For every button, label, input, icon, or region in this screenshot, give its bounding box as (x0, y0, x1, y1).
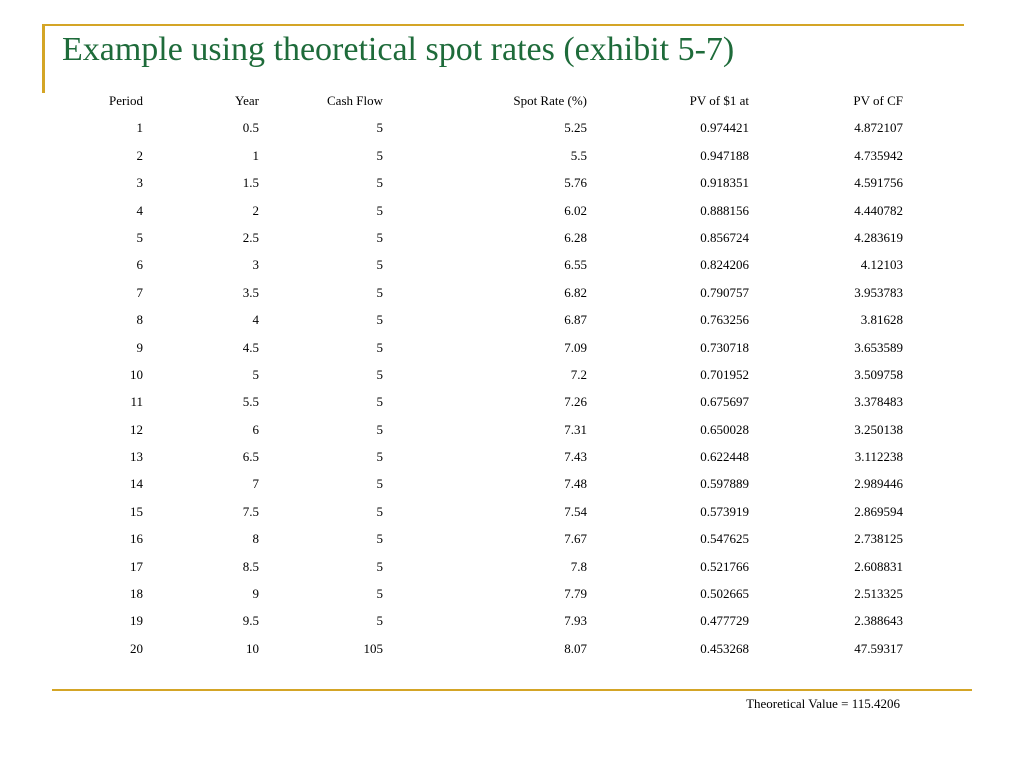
cell-year: 7 (252, 476, 259, 492)
cell-spot-rate: 7.26 (564, 394, 587, 410)
cell-cash-flow: 5 (376, 202, 383, 218)
cell-pv-of-1: 0.477729 (700, 613, 749, 629)
cell-cash-flow: 5 (376, 531, 383, 547)
cell-pv-of-cf: 2.869594 (854, 503, 903, 519)
cell-cash-flow: 5 (376, 366, 383, 382)
cell-pv-of-cf: 3.250138 (854, 421, 903, 437)
table-row (0, 227, 1024, 254)
cell-pv-of-cf: 4.440782 (854, 202, 903, 218)
cell-spot-rate: 7.09 (564, 339, 587, 355)
cell-year: 2.5 (242, 229, 259, 245)
cell-pv-of-cf: 3.953783 (854, 284, 903, 300)
cell-period: 2 (136, 147, 143, 163)
cell-pv-of-cf: 47.59317 (854, 640, 903, 656)
cell-spot-rate: 6.87 (564, 312, 587, 328)
cell-spot-rate: 5.5 (570, 147, 587, 163)
cell-year: 8.5 (242, 558, 259, 574)
header-period: Period (109, 93, 143, 108)
cell-cash-flow: 5 (376, 394, 383, 410)
cell-cash-flow: 5 (376, 257, 383, 273)
cell-cash-flow: 5 (376, 449, 383, 465)
cell-year: 9 (252, 586, 259, 602)
cell-period: 5 (136, 229, 143, 245)
cell-pv-of-1: 0.573919 (700, 503, 749, 519)
table-row (0, 172, 1024, 199)
cell-period: 9 (136, 339, 143, 355)
cell-cash-flow: 105 (363, 640, 383, 656)
cell-spot-rate: 6.82 (564, 284, 587, 300)
cell-period: 14 (130, 476, 143, 492)
cell-year: 3 (252, 257, 259, 273)
theoretical-value: Theoretical Value = 115.4206 (746, 696, 900, 711)
cell-period: 4 (136, 202, 143, 218)
table-row (0, 419, 1024, 446)
cell-cash-flow: 5 (376, 339, 383, 355)
cell-pv-of-cf: 2.608831 (854, 558, 903, 574)
cell-pv-of-1: 0.453268 (700, 640, 749, 656)
cell-period: 8 (136, 312, 143, 328)
table-row (0, 117, 1024, 144)
cell-spot-rate: 7.2 (570, 366, 587, 382)
cell-cash-flow: 5 (376, 229, 383, 245)
slide-title: Example using theoretical spot rates (exhibit 5-7) (62, 31, 735, 68)
table-row (0, 254, 1024, 281)
table-row (0, 337, 1024, 364)
cell-pv-of-cf: 4.591756 (854, 175, 903, 191)
cell-year: 1 (252, 147, 259, 163)
table-row (0, 282, 1024, 309)
cell-year: 7.5 (242, 503, 259, 519)
cell-period: 16 (130, 531, 143, 547)
cell-pv-of-cf: 2.513325 (854, 586, 903, 602)
cell-pv-of-cf: 2.989446 (854, 476, 903, 492)
cell-cash-flow: 5 (376, 312, 383, 328)
cell-pv-of-1: 0.730718 (700, 339, 749, 355)
cell-cash-flow: 5 (376, 476, 383, 492)
cell-year: 5.5 (242, 394, 259, 410)
cell-pv-of-1: 0.547625 (700, 531, 749, 547)
cell-pv-of-cf: 3.81628 (860, 312, 903, 328)
cell-spot-rate: 6.28 (564, 229, 587, 245)
cell-period: 7 (136, 284, 143, 300)
table-row (0, 610, 1024, 637)
cell-year: 4.5 (242, 339, 259, 355)
cell-pv-of-cf: 4.735942 (854, 147, 903, 163)
cell-pv-of-cf: 2.738125 (854, 531, 903, 547)
cell-cash-flow: 5 (376, 586, 383, 602)
table-row (0, 638, 1024, 665)
cell-year: 5 (252, 366, 259, 382)
header-pv-of-1: PV of $1 at (689, 93, 749, 108)
cell-pv-of-cf: 4.12103 (860, 257, 903, 273)
header-spot-rate: Spot Rate (%) (513, 93, 587, 108)
table-row (0, 583, 1024, 610)
table-row (0, 364, 1024, 391)
cell-spot-rate: 5.25 (564, 120, 587, 136)
cell-pv-of-cf: 4.283619 (854, 229, 903, 245)
cell-spot-rate: 8.07 (564, 640, 587, 656)
cell-year: 10 (246, 640, 259, 656)
header-cash-flow: Cash Flow (327, 93, 383, 108)
cell-pv-of-cf: 4.872107 (854, 120, 903, 136)
cell-year: 0.5 (242, 120, 259, 136)
left-accent-bar (42, 25, 45, 93)
cell-year: 6 (252, 421, 259, 437)
table-header-row (0, 90, 1024, 117)
table-row (0, 309, 1024, 336)
cell-cash-flow: 5 (376, 147, 383, 163)
cell-spot-rate: 7.79 (564, 586, 587, 602)
cell-period: 10 (130, 366, 143, 382)
cell-spot-rate: 7.67 (564, 531, 587, 547)
cell-year: 1.5 (242, 175, 259, 191)
cell-pv-of-1: 0.597889 (700, 476, 749, 492)
cell-spot-rate: 7.43 (564, 449, 587, 465)
cell-pv-of-1: 0.856724 (700, 229, 749, 245)
cell-pv-of-1: 0.701952 (700, 366, 749, 382)
cell-spot-rate: 6.02 (564, 202, 587, 218)
bottom-accent-line (52, 689, 972, 691)
header-year: Year (235, 93, 259, 108)
cell-period: 13 (130, 449, 143, 465)
cell-period: 11 (130, 394, 143, 410)
cell-pv-of-1: 0.824206 (700, 257, 749, 273)
cell-pv-of-cf: 3.378483 (854, 394, 903, 410)
cell-period: 17 (130, 558, 143, 574)
cell-cash-flow: 5 (376, 503, 383, 519)
cell-spot-rate: 5.76 (564, 175, 587, 191)
cell-spot-rate: 7.48 (564, 476, 587, 492)
cell-year: 3.5 (242, 284, 259, 300)
cell-pv-of-1: 0.502665 (700, 586, 749, 602)
header-pv-of-cf: PV of CF (853, 93, 903, 108)
cell-year: 8 (252, 531, 259, 547)
table-row (0, 473, 1024, 500)
table-row (0, 446, 1024, 473)
cell-period: 3 (136, 175, 143, 191)
table-row (0, 200, 1024, 227)
cell-pv-of-1: 0.763256 (700, 312, 749, 328)
table-row (0, 556, 1024, 583)
top-accent-line (42, 24, 964, 26)
cell-year: 9.5 (242, 613, 259, 629)
cell-pv-of-cf: 3.653589 (854, 339, 903, 355)
cell-period: 6 (136, 257, 143, 273)
table-row (0, 528, 1024, 555)
cell-period: 19 (130, 613, 143, 629)
cell-pv-of-1: 0.622448 (700, 449, 749, 465)
cell-cash-flow: 5 (376, 558, 383, 574)
cell-cash-flow: 5 (376, 284, 383, 300)
cell-cash-flow: 5 (376, 421, 383, 437)
table-body (0, 117, 1024, 665)
cell-year: 6.5 (242, 449, 259, 465)
cell-spot-rate: 7.31 (564, 421, 587, 437)
cell-pv-of-1: 0.650028 (700, 421, 749, 437)
cell-pv-of-cf: 3.509758 (854, 366, 903, 382)
cell-pv-of-1: 0.947188 (700, 147, 749, 163)
cell-pv-of-1: 0.790757 (700, 284, 749, 300)
cell-period: 15 (130, 503, 143, 519)
cell-cash-flow: 5 (376, 613, 383, 629)
cell-pv-of-1: 0.888156 (700, 202, 749, 218)
cell-period: 12 (130, 421, 143, 437)
cell-cash-flow: 5 (376, 120, 383, 136)
cell-cash-flow: 5 (376, 175, 383, 191)
cell-spot-rate: 7.54 (564, 503, 587, 519)
cell-pv-of-cf: 2.388643 (854, 613, 903, 629)
cell-pv-of-1: 0.521766 (700, 558, 749, 574)
cell-period: 1 (136, 120, 143, 136)
cell-pv-of-cf: 3.112238 (854, 449, 903, 465)
cell-period: 18 (130, 586, 143, 602)
table-row (0, 501, 1024, 528)
cell-pv-of-1: 0.974421 (700, 120, 749, 136)
cell-spot-rate: 6.55 (564, 257, 587, 273)
cell-pv-of-1: 0.675697 (700, 394, 749, 410)
cell-spot-rate: 7.8 (570, 558, 587, 574)
cell-year: 2 (252, 202, 259, 218)
cell-period: 20 (130, 640, 143, 656)
cell-pv-of-1: 0.918351 (700, 175, 749, 191)
cell-spot-rate: 7.93 (564, 613, 587, 629)
table-row (0, 391, 1024, 418)
cell-year: 4 (252, 312, 259, 328)
table-row (0, 145, 1024, 172)
spot-rate-table (0, 90, 1024, 665)
